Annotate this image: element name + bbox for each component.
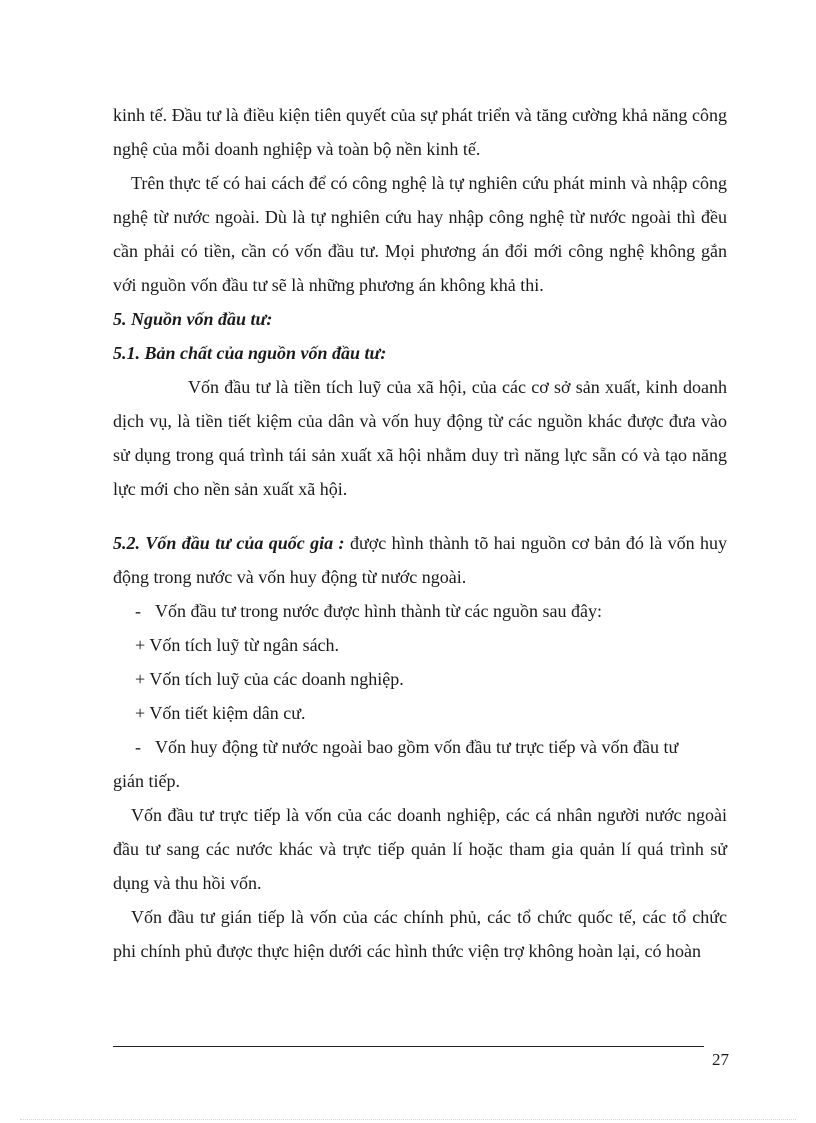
- section-heading-5: 5. Nguồn vốn đầu tư:: [113, 309, 273, 329]
- paragraph-direct-investment: Vốn đầu tư trực tiếp là vốn của các doanh nghiệp, các cá nhân người nước ngoài đầu tư sang các nước khác và trực tiếp quản lí hoặc tham gia quản lí quá trình sử dụng và thu hồi vốn.: [113, 805, 727, 893]
- paragraph-national-capital: [113, 526, 727, 594]
- footer-divider: [113, 1046, 704, 1047]
- dash-marker: -: [135, 737, 141, 757]
- bullet-foreign-capital: [113, 730, 727, 764]
- dash-marker: -: [135, 601, 141, 621]
- bullet-text: Vốn huy động từ nước ngoài bao gồm vốn đầu tư trực tiếp và vốn đầu tư: [155, 737, 679, 757]
- list-item-household-savings: + Vốn tiết kiệm dân cư.: [135, 703, 306, 723]
- paragraph-indirect-investment: Vốn đầu tư gián tiếp là vốn của các chính phủ, các tổ chức quốc tế, các tổ chức phi chính phủ được thực hiện dưới các hình thức viện trợ không hoàn lại, có hoàn: [113, 907, 727, 961]
- list-item-budget-accumulation: + Vốn tích luỹ từ ngân sách.: [135, 635, 340, 655]
- paragraph-economy-investment: kinh tế. Đầu tư là điều kiện tiên quyết của sự phát triển và tăng cường khả năng công nghệ của mỗi doanh nghiệp và toàn bộ nền kinh tế.: [113, 105, 727, 159]
- bullet-text: Vốn đầu tư trong nước được hình thành từ các nguồn sau đây:: [155, 601, 602, 621]
- bullet-continuation: gián tiếp.: [113, 771, 180, 791]
- bullet-domestic-capital: [113, 594, 727, 628]
- page-number: 27: [712, 1050, 729, 1069]
- page-bottom-edge: [20, 1119, 796, 1120]
- paragraph-nature-of-capital: Vốn đầu tư là tiền tích luỹ của xã hội, của các cơ sở sản xuất, kinh doanh dịch vụ, là tiền tiết kiệm của dân và vốn huy động từ các nguồn khác được đưa vào sử dụng trong quá trình tái sản xuất xã hội nhằm duy trì năng lực sẵn có và tạo năng lực mới cho nền sản xuất xã hội.: [113, 377, 727, 499]
- national-capital-text: được hình thành tõ hai nguồn cơ bản đó là vốn huy động trong nước và vốn huy động từ nước ngoài.: [113, 533, 728, 587]
- subsection-heading-5-1: 5.1. Bản chất của nguồn vốn đầu tư:: [113, 343, 387, 363]
- page-body: [113, 98, 727, 968]
- paragraph-technology-sources: Trên thực tế có hai cách để có công nghệ là tự nghiên cứu phát minh và nhập công nghệ từ nước ngoài. Dù là tự nghiên cứu hay nhập công nghệ từ nước ngoài thì đều cần phải có tiền, cần có vốn đầu tư. Mọi phương án đổi mới công nghệ không gắn với nguồn vốn đầu tư sẽ là những phương án không khả thi.: [113, 173, 727, 295]
- list-item-enterprise-accumulation: + Vốn tích luỹ của các doanh nghiệp.: [135, 669, 404, 689]
- subsection-heading-5-2: 5.2. Vốn đầu tư của quốc gia :: [113, 533, 345, 553]
